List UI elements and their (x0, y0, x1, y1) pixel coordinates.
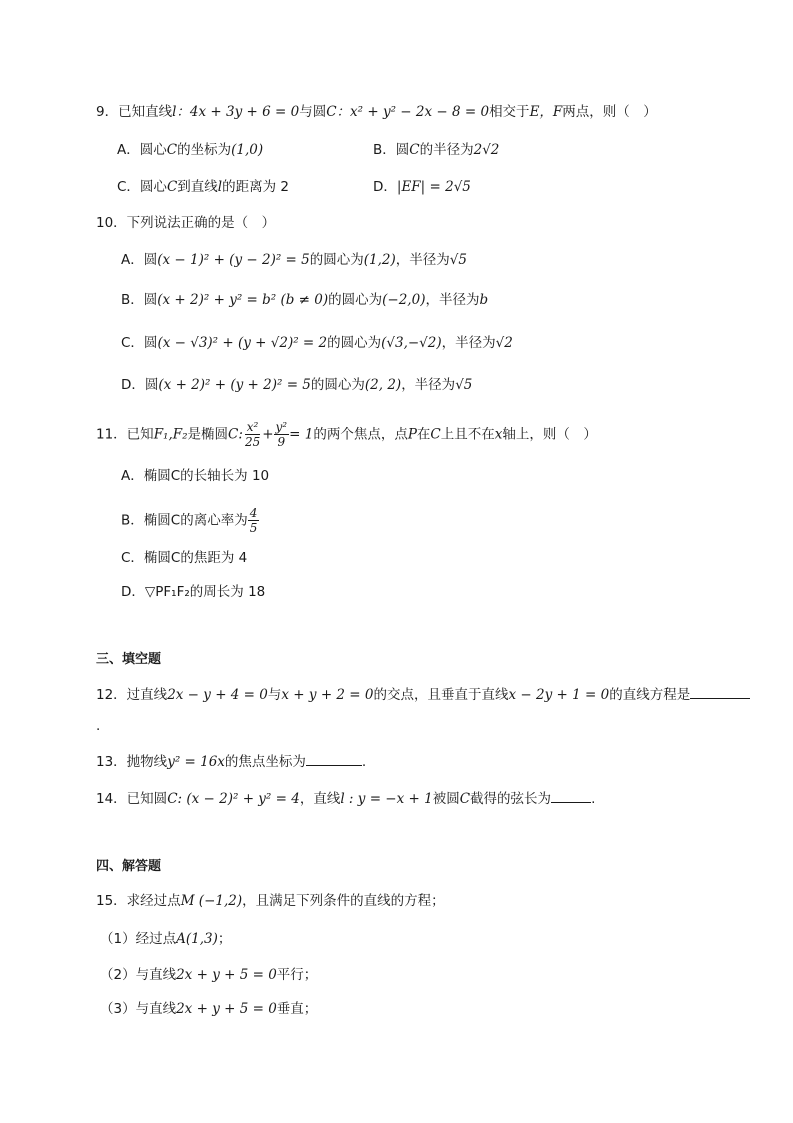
q9-stem-end: 两点，则（ ） (562, 104, 657, 120)
q10-d-r: √5 (455, 377, 473, 393)
q10-c-eq: (x − √3)² + (y + √2)² = 2 (157, 335, 328, 351)
q11-c2: C (430, 426, 441, 443)
q14-answer-blank[interactable] (551, 788, 591, 803)
q12-post: 的直线方程是 (609, 687, 691, 703)
q10-b-r: b (479, 292, 489, 308)
q14-end: . (591, 791, 596, 807)
q10-option-b (121, 290, 488, 310)
q13 (96, 751, 366, 772)
q11-stem-mid: 是椭圆 (187, 426, 229, 443)
q12 (96, 684, 750, 705)
q9-option-b-c: C (409, 142, 420, 158)
q11-frac-x-den: 25 (244, 435, 261, 449)
q14-pre: 14．已知圆 (96, 791, 168, 807)
q14-mid: ，直线 (299, 791, 341, 807)
q12-eq1: 2x − y + 4 = 0 (167, 687, 268, 703)
q9-option-a (117, 140, 263, 160)
q10-a-eq: (x − 1)² + (y − 2)² = 5 (157, 252, 310, 268)
q15-sub3 (100, 999, 317, 1019)
q9-option-a-val: (1,0) (231, 142, 264, 158)
q15-sub1-pre: （1）经过点 (100, 931, 177, 947)
q11-frac-y (274, 420, 290, 449)
q13-answer-blank[interactable] (306, 751, 362, 766)
q13-eq: y² = 16x (167, 754, 225, 770)
q11-ellipse-c: C: (228, 426, 243, 443)
q9-option-c-l: l (217, 179, 223, 195)
q10-a-mid: 的圆心为 (309, 252, 364, 268)
q10-d-mid: 的圆心为 (310, 377, 365, 393)
q10-d-eq: (x + 2)² + (y + 2)² = 5 (158, 377, 311, 393)
q12-answer-blank[interactable] (690, 684, 750, 699)
q13-end: . (361, 754, 367, 770)
q10-a-center: (1,2) (363, 252, 396, 268)
q11-stem (96, 420, 597, 449)
q15-stem (96, 891, 445, 911)
q10-a-r: √5 (449, 252, 467, 268)
q11-stem-post2: 在 (416, 426, 431, 443)
q9-stem-post: 相交于 (489, 104, 530, 120)
q12-pre: 12．过直线 (96, 687, 168, 703)
q11-option-a: A．椭圆C的长轴长为 10 (121, 468, 270, 484)
q11-option-b-num: 4 (249, 506, 258, 520)
q11-frac-x-num: x² (246, 420, 259, 434)
q9-option-c (117, 177, 289, 197)
q12-wrap: . (96, 718, 101, 734)
q11-frac-y-den: 9 (277, 435, 286, 449)
q9-stem-mid: 与圆 (299, 104, 327, 120)
q10-a-pre: A．圆 (121, 252, 158, 268)
q9-option-d (373, 177, 471, 197)
q9-option-d-pre: D． (373, 179, 397, 195)
q9-option-c-post: 的距离为 2 (222, 179, 289, 195)
q15-sub1-end: ； (217, 931, 232, 947)
q15-sub3-eq: 2x + y + 5 = 0 (176, 1001, 277, 1017)
q15-post: ，且满足下列条件的直线的方程； (242, 893, 445, 909)
q10-stem: 10．下列说法正确的是（ ） (96, 215, 276, 231)
q11-option-c: C．椭圆C的焦距为 4 (121, 550, 248, 566)
q10-b-pre: B．圆 (121, 292, 158, 308)
q15-sub2-pre: （2）与直线 (100, 967, 177, 983)
q9-option-d-val: |EF| = 2√5 (396, 179, 471, 195)
q9-stem-pre: 9．已知直线 (96, 104, 173, 120)
q15-pre: 15．求经过点 (96, 893, 181, 909)
q10-c-pre: C．圆 (121, 335, 158, 351)
section-answer-title: 四、解答题 (96, 859, 162, 874)
q15-sub2-eq: 2x + y + 5 = 0 (176, 967, 277, 983)
q14-eq2: l : y = −x + 1 (340, 791, 433, 807)
q10-c-center: (√3,−√2) (381, 335, 442, 351)
q15-sub2-end: 平行； (276, 967, 318, 983)
q9-option-b-val: 2√2 (473, 142, 500, 158)
q9-option-c-mid: 到直线 (177, 179, 218, 195)
q9-points: E，F (529, 104, 563, 120)
q9-stem (96, 102, 657, 122)
q11-option-b (121, 506, 259, 535)
q15-point-m: M (−1,2) (180, 893, 243, 909)
q10-b-post: ，半径为 (425, 292, 480, 308)
q10-b-center: (−2,0) (382, 292, 426, 308)
q11-plus: + (262, 426, 274, 443)
q10-c-mid: 的圆心为 (327, 335, 382, 351)
q9-option-c-pre: C．圆心 (117, 179, 167, 195)
q10-c-r: √2 (495, 335, 513, 351)
q14-post2: 截得的弦长为 (470, 791, 552, 807)
q10-c-post: ，半径为 (441, 335, 496, 351)
q11-x: x (494, 426, 503, 443)
q9-circle-c: C：x² + y² − 2x − 8 = 0 (326, 104, 490, 120)
q12-mid1: 与 (267, 687, 282, 703)
q9-option-b-mid: 的半径为 (419, 142, 474, 158)
q9-option-c-c: C (166, 179, 178, 195)
q13-post: 的焦点坐标为 (224, 754, 306, 770)
q11-frac-y-num: y² (275, 420, 288, 434)
q12-eq2: x + y + 2 = 0 (281, 687, 374, 703)
q14-post: 被圆 (432, 791, 460, 807)
q11-option-b-pre: B．椭圆C的离心率为 (121, 512, 248, 529)
q9-option-a-c: C (166, 142, 178, 158)
q10-a-post: ，半径为 (395, 252, 450, 268)
q14 (96, 788, 595, 809)
q12-mid2: 的交点，且垂直于直线 (373, 687, 509, 703)
q10-option-c (121, 333, 513, 353)
q15-sub2 (100, 965, 317, 985)
q9-option-a-mid: 的坐标为 (177, 142, 232, 158)
q14-c: C (459, 791, 471, 807)
q15-sub3-end: 垂直； (276, 1001, 318, 1017)
section-fill-in-title: 三、填空题 (96, 652, 162, 667)
q10-d-center: (2, 2) (364, 377, 402, 393)
q11-stem-pre: 11．已知 (96, 426, 154, 443)
q10-option-d (121, 375, 472, 395)
q9-option-b-pre: B．圆 (373, 142, 410, 158)
q12-eq3: x − 2y + 1 = 0 (508, 687, 610, 703)
q15-sub1-pt: A(1,3) (176, 931, 218, 947)
q11-option-d: D．▽PF₁F₂的周长为 18 (121, 584, 266, 600)
q15-sub3-pre: （3）与直线 (100, 1001, 177, 1017)
q10-b-eq: (x + 2)² + y² = b² (b ≠ 0) (157, 292, 329, 308)
q14-eq1: C: (x − 2)² + y² = 4 (167, 791, 300, 807)
q13-pre: 13．抛物线 (96, 754, 168, 770)
q10-d-pre: D．圆 (121, 377, 159, 393)
q9-option-b (373, 140, 499, 160)
q15-sub1 (100, 929, 231, 949)
q10-option-a (121, 250, 467, 270)
q11-stem-post1: 的两个焦点，点 (313, 426, 408, 443)
q11-point-p: P (407, 426, 417, 443)
q11-stem-end: 轴上，则（ ） (502, 426, 597, 443)
q10-d-post: ，半径为 (401, 377, 456, 393)
q11-eq-one: = 1 (289, 426, 314, 443)
q11-stem-post3: 上且不在 (440, 426, 495, 443)
q9-line-l: l：4x + 3y + 6 = 0 (172, 104, 300, 120)
q10-b-mid: 的圆心为 (328, 292, 383, 308)
q11-option-b-den: 5 (249, 521, 258, 535)
q11-foci: F₁,F₂ (153, 426, 188, 443)
q11-option-b-frac (248, 506, 260, 535)
q9-option-a-pre: A．圆心 (117, 142, 167, 158)
q11-frac-x (243, 420, 262, 449)
